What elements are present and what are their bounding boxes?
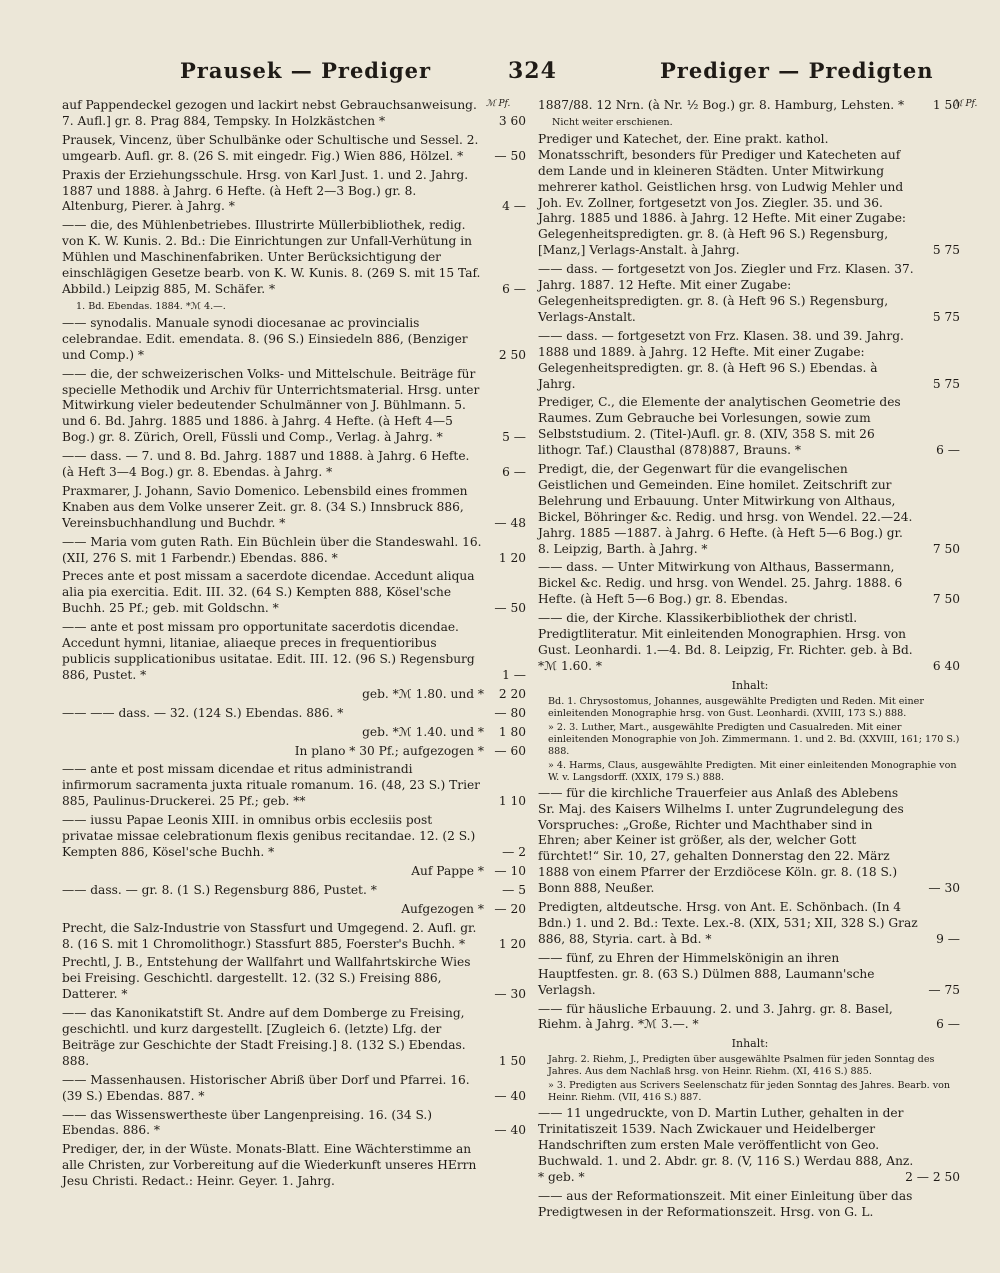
entry-price: 5 75 (932, 376, 960, 391)
entry-price: 7 50 (932, 541, 960, 556)
entry-text: Prediger, C., die Elemente der analytischen Geometrie des Raumes. Zum Gebrauche bei Vorlesungen, sowie zum Selbststudium. 2. (Titel-)Aufl. gr. 8. (XIV, 358 S. mit 26 lithogr. Taf.) Clausthal (878)887, Brauns. * (538, 395, 901, 458)
entry-price: 1 20 (498, 936, 526, 951)
catalog-entry (62, 706, 528, 722)
contents-item: Jahrg. 2. Riehm, J., Predigten über ausgewählte Psalmen für jeden Sonntag des Jahres. Aus dem Nachlaß hrsg. von Heinr. Riehm. (XI, 416 S.) 885. (548, 1054, 935, 1078)
entry-price: 2 50 (498, 347, 526, 362)
contents-item: » 4. Harms, Claus, ausgewählte Predigten. Mit einer einleitenden Monographie von W. v. Langsdorff. (XXIX, 179 S.) 888. (548, 759, 957, 783)
entry-price: 6 — (936, 443, 960, 458)
entry-text: Prechtl, J. B., Entstehung der Wallfahrt und Wallfahrtskirche Wies bei Freising. Geschichtl. dargestellt. 12. (32 S.) Freising 886, Datterer. * (62, 955, 471, 1002)
entry-text: —— iussu Papae Leonis XIII. in omnibus orbis ecclesiis post privatae missae celebrationum flexis genibus recitandae. 12. (2 S.) Kempten 886, Kösel'sche Buchh. * (62, 813, 476, 859)
entry-price: 2 — 2 50 (905, 1169, 960, 1184)
entry-text: Precht, die Salz-Industrie von Stassfurt und Umgegend. 2. Aufl. gr. 8. (16 S. mit 1 Chromolithogr.) Stassfurt 885, Foerster's Buchh. * (62, 920, 477, 951)
entry-text: —— die, der Kirche. Klassikerbibliothek der christl. Predigtliteratur. Mit einleitenden Monographien. Hrsg. von Gust. Leonhardi. 1.—4. Bd. 8. Leipzig, Fr. Richter. geb. à Bd. *ℳ 1.60. * (538, 611, 913, 673)
catalog-entry (62, 813, 528, 861)
catalog-entry (62, 762, 528, 810)
catalog-entry (538, 951, 962, 999)
entry-text: In plano * 30 Pf.; aufgezogen * (294, 743, 484, 758)
catalog-entry (538, 611, 962, 675)
entry-price: 9 — (936, 931, 960, 946)
entry-text: —— —— dass. — 32. (124 S.) Ebendas. 886. * (62, 705, 344, 720)
entry-price: — 80 (494, 705, 526, 720)
entry-text: —— Massenhausen. Historischer Abriß über Dorf und Pfarrei. 16. (39 S.) Ebendas. 887. * (62, 1072, 470, 1103)
entry-price: — 60 (494, 743, 526, 758)
contents-item: » 3. Predigten aus Scrivers Seelenschatz für jeden Sonntag des Jahres. Bearb. von Heinr. Riehm. (VII, 416 S.) 887. (548, 1080, 951, 1104)
entry-price: 1 20 (498, 550, 526, 565)
entry-text: —— die, des Mühlenbetriebes. Illustrirte Müllerbibliothek, redig. von K. W. Kunis. 2. Bd.: Die Einrichtungen zur Unfall-Verhütung in Mühlen und Maschinenfabriken. Unter Berücksichtigung der einschlägigen Gesetze bearb. von K. W. Kunis. 8. (269 S. mit 15 Taf. Abbild.) Leipzig 885, M. Schäfer. * (62, 218, 481, 296)
entry-price: 3 60 (498, 113, 526, 128)
entry-price: — 50 (494, 148, 526, 163)
entry-price: 4 — (502, 199, 526, 214)
entry-price: — 30 (928, 881, 960, 896)
entry-text: geb. *ℳ 1.40. und * (362, 724, 484, 739)
entry-price: — 40 (494, 1088, 526, 1103)
entry-price: 1 10 (498, 794, 526, 809)
entry-text: —— ante et post missam dicendae et ritus administrandi infirmorum sacramenta juxta rituale romanum. 16. (48, 23 S.) Trier 885, Paulinus-Druckerei. 25 Pf.; geb. ** (62, 762, 481, 809)
entry-text: Praxis der Erziehungsschule. Hrsg. von Karl Just. 1. und 2. Jahrg. 1887 und 1888. à Jahrg. 6 Hefte. (à Heft 2—3 Bog.) gr. 8. Altenburg, Pierer. à Jahrg. * (62, 167, 469, 214)
entry-text: geb. *ℳ 1.80. und * (362, 686, 484, 701)
entry-price: 1 50 (498, 1053, 526, 1068)
catalog-entry (62, 569, 528, 617)
entry-text: —— das Wissenswertheste über Langenpreising. 16. (34 S.) Ebendas. 886. * (62, 1107, 433, 1138)
catalog-entry (62, 1142, 528, 1190)
entry-text: —— aus der Reformationszeit. Mit einer Einleitung über das Predigtwesen in der Reformationszeit. Hrsg. von G. L. (538, 1188, 913, 1219)
right-column (538, 98, 962, 1224)
contents-heading: Inhalt: (731, 678, 769, 692)
catalog-entry (538, 900, 962, 948)
catalog-entry (62, 133, 528, 165)
entry-price: 6 — (502, 465, 526, 480)
entry-text: Preces ante et post missam a sacerdote dicendae. Accedunt aliqua alia pia exercitia. Edit. III. 32. (64 S.) Kempten 888, Kösel'sche Buchh. 25 Pf.; geb. mit Goldschn. * (62, 569, 475, 616)
entry-price: 6 40 (932, 658, 960, 673)
entry-price: 6 — (936, 1017, 960, 1032)
entry-price: — 40 (494, 1123, 526, 1138)
catalog-entry (62, 864, 528, 880)
catalog-entry (538, 1106, 962, 1186)
entry-price: — 10 (494, 863, 526, 878)
entry-price: — 48 (494, 515, 526, 530)
entry-text: —— dass. — fortgesetzt von Frz. Klasen. 38. und 39. Jahrg. 1888 und 1889. à Jahrg. 12 Hefte. Mit einer Zugabe: Gelegenheitspredigten. gr. 8. (à Heft 96 S.) Ebendas. à Jahrg. (538, 328, 904, 391)
entry-price: — 20 (494, 901, 526, 916)
entry-text: —— das Kanonikatstift St. Andre auf dem Domberge zu Freising, geschichtl. und kurz dargestellt. [Zugleich 6. (letzte) Lfg. der Beiträge zur Geschichte der Stadt Freising.] 8. (132 S.) Ebendas. 888. (62, 1006, 466, 1068)
entry-text: —— dass. — 7. und 8. Bd. Jahrg. 1887 und 1888. à Jahrg. 6 Hefte. (à Heft 3—4 Bog.) gr. 8. Ebendas. à Jahrg. * (62, 449, 470, 480)
catalog-entry (538, 395, 962, 459)
catalog-entry (62, 921, 528, 953)
catalog-entry (538, 560, 962, 608)
entry-text: Predigt, die, der Gegenwart für die evangelischen Geistlichen und Gemeinden. Eine homilet. Zeitschrift zur Belehrung und Erbauung. Unter Mitwirkung von Althaus, Bickel, Böhringer &c. Redig. und hrsg. von Wendel. 22.—24. Jahrg. 1885 —1887. à Jahrg. 6 Hefte. (à Heft 5—6 Bog.) gr. 8. Leipzig, Barth. à Jahrg. * (538, 462, 913, 556)
catalog-entry (62, 535, 528, 567)
catalog-entry (62, 449, 528, 481)
entry-price: 5 — (502, 430, 526, 445)
entry-price: — 50 (494, 601, 526, 616)
contents-item: » 2. 3. Luther, Mart., ausgewählte Predigten und Casualreden. Mit einer einleitenden Monographie von Joh. Zimmermann. 1. und 2. Bd. (XXVIII, 161; 170 S.) 888. (548, 721, 960, 757)
catalog-entry (62, 98, 528, 130)
catalog-entry (62, 484, 528, 532)
entry-price: — 75 (928, 982, 960, 997)
entry-price: 7 50 (932, 592, 960, 607)
entry-price: — 2 (502, 844, 526, 859)
entry-text: Prediger, der, in der Wüste. Monats-Blatt. Eine Wächterstimme an alle Christen, zur Vorbereitung auf die Wiederkunft unseres HErrn Jesu Christi. Redact.: Heinr. Geyer. 1. Jahrg. (62, 1142, 477, 1189)
entry-text: Predigten, altdeutsche. Hrsg. von Ant. E. Schönbach. (In 4 Bdn.) 1. und 2. Bd.: Texte. Lex.-8. (XIX, 531; XII, 328 S.) Graz 886, 88, Styria. cart. à Bd. * (538, 900, 918, 946)
entry-text: —— fünf, zu Ehren der Himmelskönigin an ihren Hauptfesten. gr. 8. (63 S.) Dülmen 888, Laumann'sche Verlagsh. (538, 950, 875, 997)
catalog-entry (538, 1189, 962, 1221)
catalog-entry (62, 1108, 528, 1140)
catalog-entry (62, 744, 528, 760)
entry-text: —— für häusliche Erbauung. 2. und 3. Jahrg. gr. 8. Basel, Riehm. à Jahrg. *ℳ 3.—. * (538, 1001, 893, 1032)
catalog-entry (538, 329, 962, 393)
entry-price: 5 75 (932, 243, 960, 258)
entry-text: —— Maria vom guten Rath. Ein Büchlein über die Standeswahl. 16. (XII, 276 S. mit 1 Farbendr.) Ebendas. 886. * (62, 534, 482, 565)
catalog-entry (62, 316, 528, 364)
entry-price: — 30 (494, 987, 526, 1002)
catalog-entry (62, 883, 528, 899)
entry-text: Prediger und Katechet, der. Eine prakt. kathol. Monatsschrift, besonders für Prediger und Katecheten auf dem Lande und in kleineren Städten. Unter Mitwirkung mehrerer kathol. Geistlichen hrsg. von Ludwig Mehler und Joh. Ev. Zollner, fortgesetzt von Jos. Ziegler. 35. und 36. Jahrg. 1885 und 1886. à Jahrg. 12 Hefte. Mit einer Zugabe: Gelegenheitspredigten. gr. 8. (à Heft 96 S.) Regensburg, [Manz,] Verlags-Anstalt. à Jahrg. (538, 131, 907, 258)
entry-text: —— synodalis. Manuale synodi diocesanae ac provincialis celebrandae. Edit. emendata. 8. (96 S.) Einsiedeln 886, (Benziger und Comp.) * (62, 315, 468, 362)
catalog-entry (62, 218, 528, 298)
running-head-right: Prediger — Predigten (660, 58, 934, 83)
entry-price: 1 50 (932, 98, 960, 112)
entry-text: —— dass. — fortgesetzt von Jos. Ziegler und Frz. Klasen. 37. Jahrg. 1887. 12 Hefte. Mit einer Zugabe: Gelegenheitspredigten. gr. 8. (à Heft 96 S.) Regensburg, Verlags-Anstalt. (538, 262, 914, 324)
catalog-entry (62, 725, 528, 741)
entry-text: Auf Pappe * (411, 863, 484, 878)
catalog-entry (62, 168, 528, 216)
catalog-entry (538, 262, 962, 326)
catalog-entry (538, 132, 962, 259)
entry-text: —— ante et post missam pro opportunitate sacerdotis dicendae. Accedunt hymni, litaniae, aliaeque preces in frequentioribus publicis supplicationibus usitatae. Edit. III. 12. (96 S.) Regensburg 886, Pustet. * (62, 620, 475, 682)
catalog-entry (538, 98, 962, 114)
entry-text: Praxmarer, J. Johann, Savio Domenico. Lebensbild eines frommen Knaben aus dem Volke unserer Zeit. gr. 8. (34 S.) Innsbruck 886, Vereinsbuchhandlung und Buchdr. * (62, 483, 468, 530)
running-head-left: Prausek — Prediger (180, 58, 432, 83)
entry-price: — 5 (502, 882, 526, 897)
entry-text: —— dass. — gr. 8. (1 S.) Regensburg 886, Pustet. * (62, 882, 377, 897)
left-column (62, 98, 528, 1193)
entry-price: 1 80 (498, 724, 526, 739)
catalog-entry (538, 462, 962, 557)
entry-text: 1887/88. 12 Nrn. (à Nr. ½ Bog.) gr. 8. Hamburg, Lehsten. * (538, 98, 905, 112)
catalog-entry (538, 786, 962, 897)
catalog-entry (62, 620, 528, 684)
entry-price: 5 75 (932, 309, 960, 324)
price-column-label-right: ℳ Pf. (953, 99, 978, 109)
catalog-entry (62, 687, 528, 703)
catalog-entry (62, 1006, 528, 1070)
entry-text: —— 11 ungedruckte, von D. Martin Luther, gehalten in der Trinitatiszeit 1539. Nach Zwickauer und Heidelberger Handschriften zum ersten Male veröffentlicht von Geo. Buchwald. 1. und 2. Abdr. gr. 8. (V, 116 S.) Werdau 888, Anz. * geb. * (538, 1106, 914, 1184)
contents-heading: Inhalt: (731, 1037, 769, 1051)
entry-text: auf Pappendeckel gezogen und lackirt nebst Gebrauchsanweisung. 7. Aufl.] gr. 8. Prag 884, Tempsky. In Holzkästchen * (62, 98, 477, 128)
catalog-entry (538, 1002, 962, 1034)
entry-text: —— die, der schweizerischen Volks- und Mittelschule. Beiträge für specielle Methodik und Archiv für Unterrichtsmaterial. Hrsg. unter Mitwirkung vieler bedeutender Schulmänner von J. Bühlmann. 5. und 6. Bd. Jahrg. 1885 und 1886. à Jahrg. 4 Hefte. (à Heft 4—5 Bog.) gr. 8. Zürich, Orell, Füssli und Comp., Verlag. à Jahrg. * (62, 366, 480, 445)
entry-text: —— dass. — Unter Mitwirkung von Althaus, Bassermann, Bickel &c. Redig. und hrsg. von Wendel. 25. Jahrg. 1888. 6 Hefte. (à Heft 5—6 Bog.) gr. 8. Ebendas. (538, 560, 903, 607)
entry-price: 1 — (502, 667, 526, 682)
catalog-entry (62, 902, 528, 918)
entry-price: 2 20 (498, 686, 526, 701)
contents-item: Bd. 1. Chrysostomus, Johannes, ausgewählte Predigten und Reden. Mit einer einleitenden Monographie hrsg. von Gust. Leonhardi. (XVIII, 173 S.) 888. (548, 695, 924, 719)
entry-text: Aufgezogen * (401, 901, 484, 916)
price-column-label-left: ℳ Pf. (486, 99, 511, 109)
entry-text: —— für die kirchliche Trauerfeier aus Anlaß des Ablebens Sr. Maj. des Kaisers Wilhelms I. unter Zugrundelegung des Vorspruches: „Große, Richter und Machthaber sind in Ehren; aber Keiner ist größer, als der, welcher Gott fürchtet!“ Sir. 10, 27, gehalten Donnerstag den 22. März 1888 von einem Pfarrer der Erzdiöcese Köln. gr. 8. (18 S.) Bonn 888, Neußer. (538, 785, 904, 896)
catalog-note: 1. Bd. Ebendas. 1884. *ℳ 4.—. (76, 300, 226, 312)
entry-text: Prausek, Vincenz, über Schulbänke oder Schultische und Sessel. 2. umgearb. Aufl. gr. 8. (26 S. mit eingedr. Fig.) Wien 886, Hölzel. * (62, 132, 479, 163)
page-number: 324 (508, 58, 557, 84)
catalog-entry (62, 955, 528, 1003)
catalog-note: Nicht weiter erschienen. (552, 116, 673, 128)
catalog-entry (62, 1073, 528, 1105)
entry-price: 6 — (502, 281, 526, 296)
catalog-entry (62, 367, 528, 447)
